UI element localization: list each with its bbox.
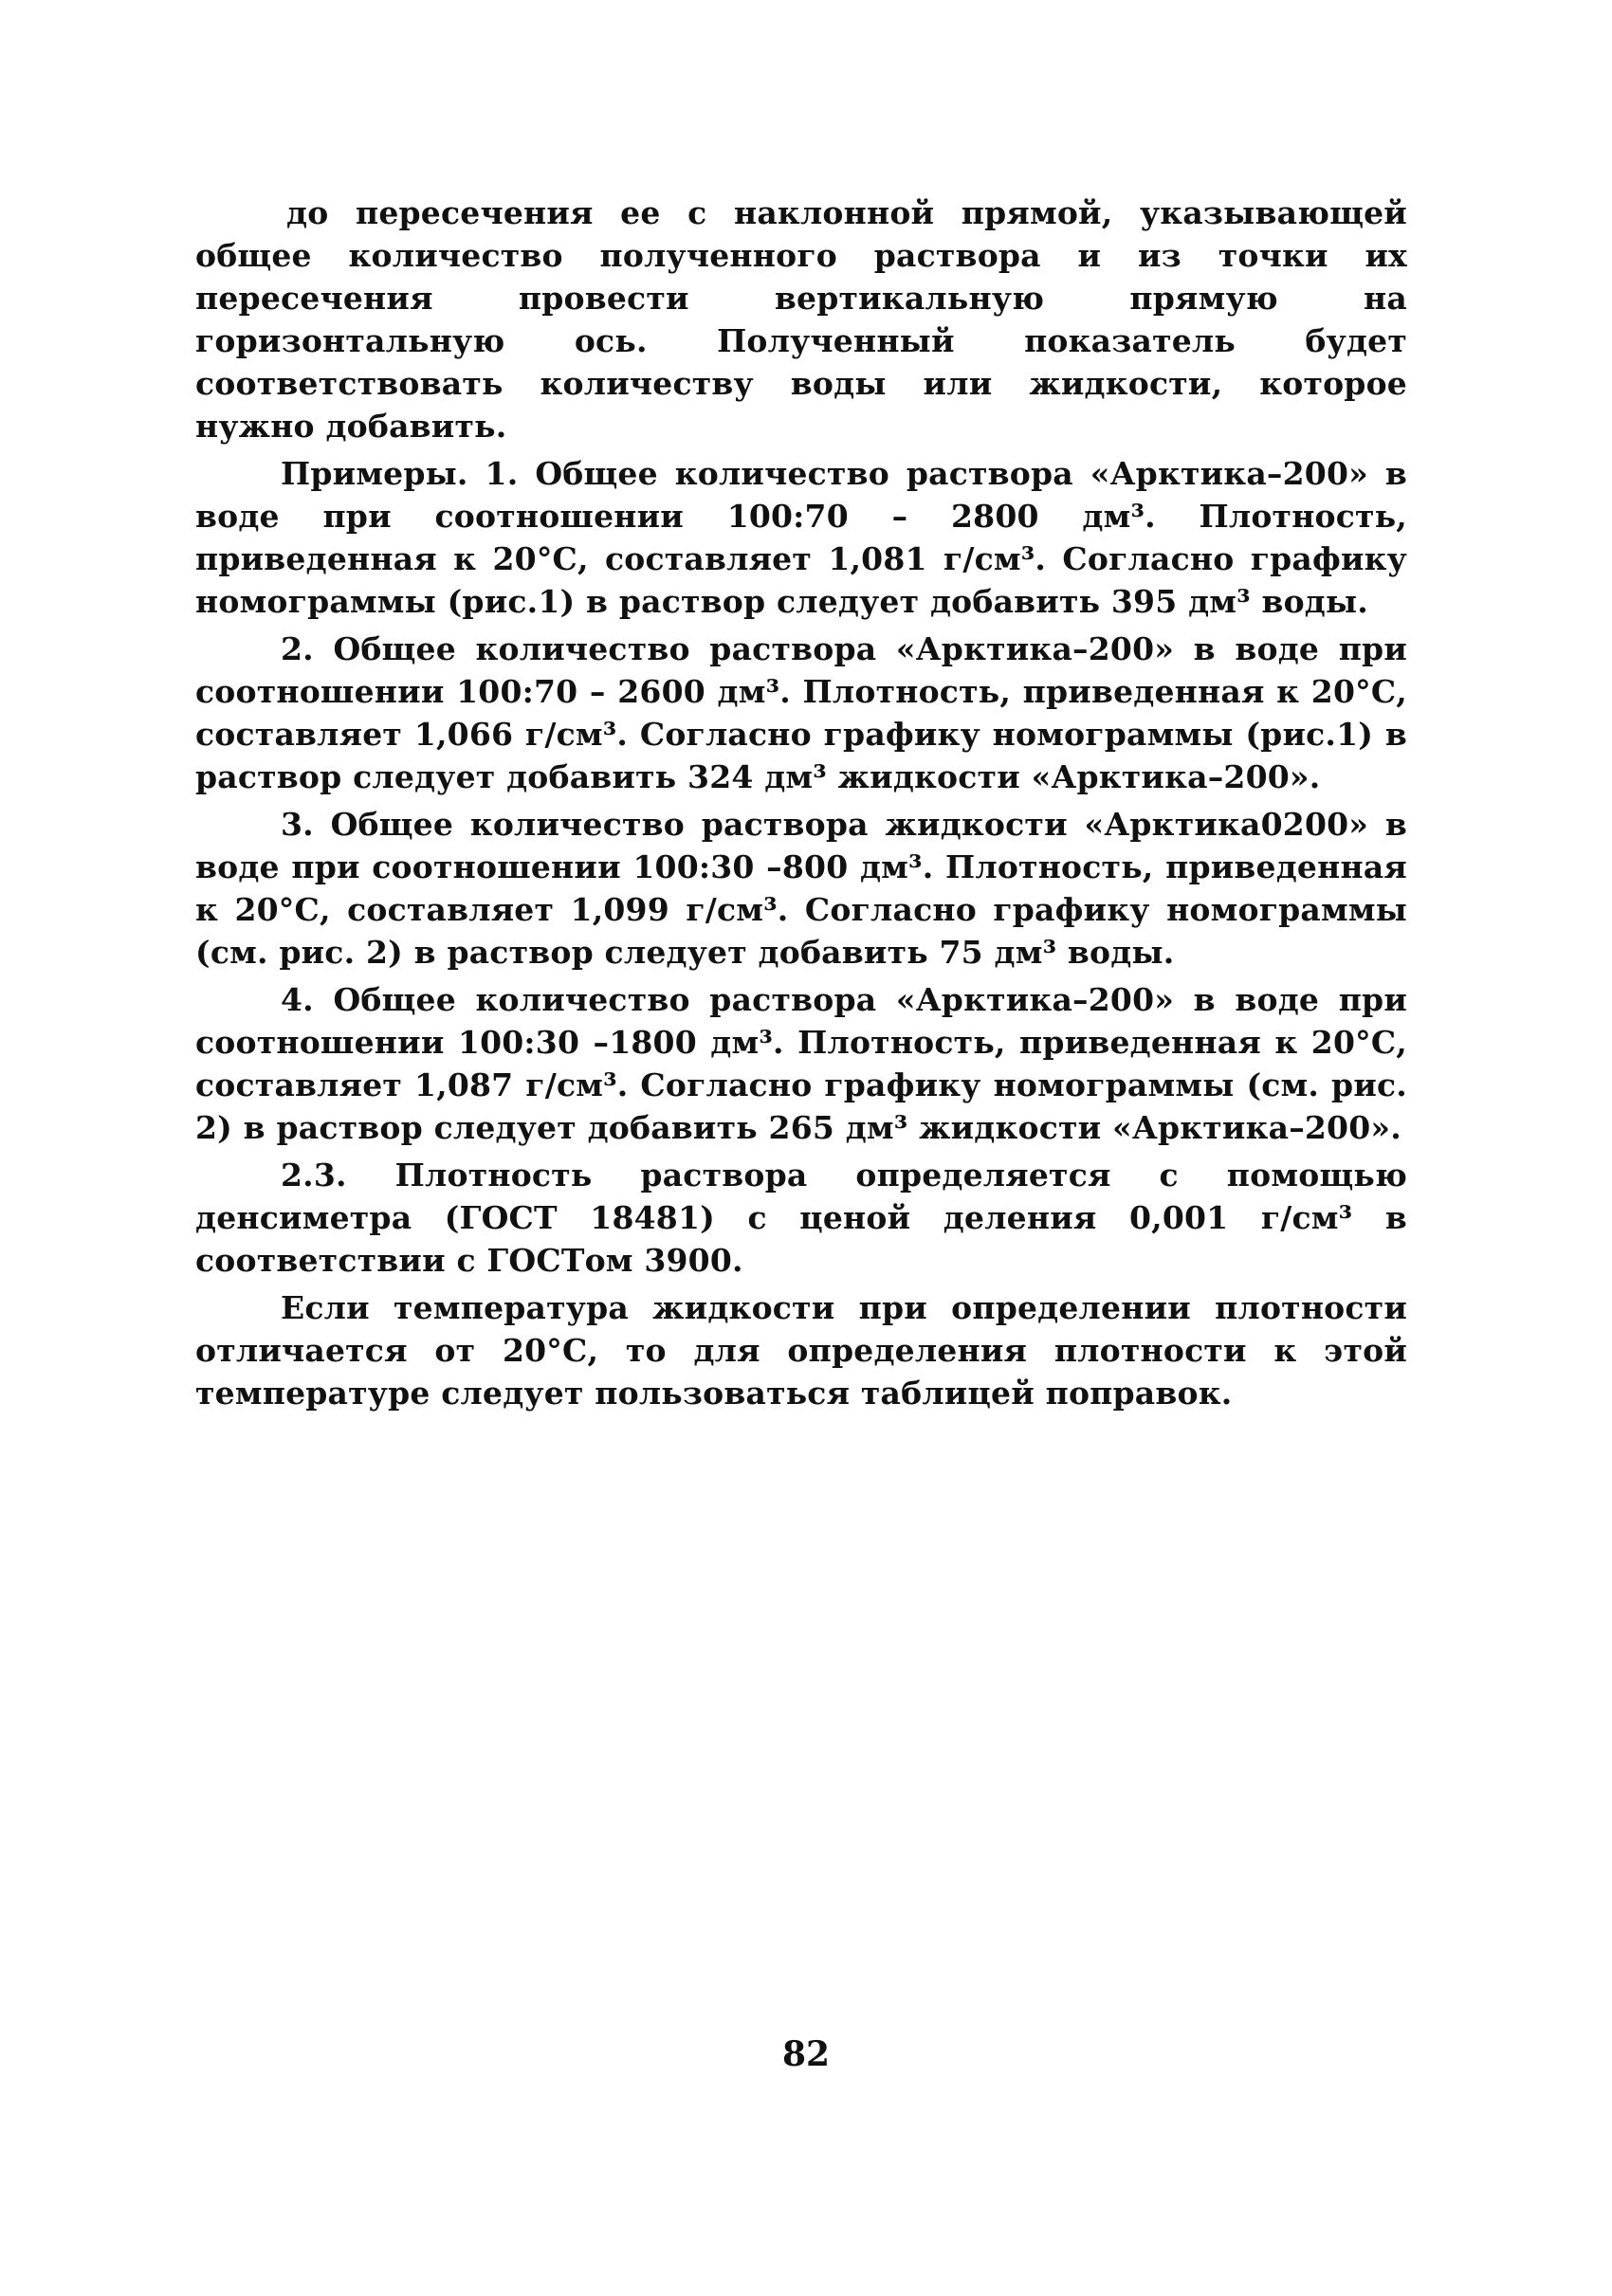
paragraph-example-1: Примеры. 1. Общее количество раствора «Арктика–200» в воде при соотношении 100:70 – 2800 дм³. Плотность, приведенная к 20°С, составляет 1,081 г/см³. Согласно графику номограммы (рис.1) в раствор следует добавить 395 дм³ воды. (195, 455, 1407, 620)
paragraph-temperature-note: Если температура жидкости при определении плотности отличается от 20°С, то для определения плотности к этой температуре следует пользоваться таблицей поправок. (195, 1289, 1407, 1412)
paragraph-continuation: до пересечения ее с наклонной прямой, указывающей общее количество полученного раствора и из точки их пересечения провести вертикальную прямую на горизонтальную ось. Полученный показатель будет соответствовать количеству воды или жидкости, которое нужно добавить. (195, 194, 1407, 445)
body-text (195, 191, 1407, 1419)
paragraph-example-2: 2. Общее количество раствора «Арктика–200» в воде при соотношении 100:70 – 2600 дм³. Плотность, приведенная к 20°С, составляет 1,066 г/см³. Согласно графику номограммы (рис.1) в раствор следует добавить 324 дм³ жидкости «Арктика–200». (195, 630, 1407, 795)
paragraph-example-3: 3. Общее количество раствора жидкости «Арктика0200» в воде при соотношении 100:30 –800 дм³. Плотность, приведенная к 20°С, составляет 1,099 г/см³. Согласно графику номограммы (см. рис. 2) в раствор следует добавить 75 дм³ воды. (195, 806, 1407, 971)
page-number: 82 (781, 2034, 831, 2074)
paragraph-example-4: 4. Общее количество раствора «Арктика–200» в воде при соотношении 100:30 –1800 дм³. Плотность, приведенная к 20°С, составляет 1,087 г/см³. Согласно графику номограммы (см. рис. 2) в раствор следует добавить 265 дм³ жидкости «Арктика–200». (195, 981, 1407, 1146)
paragraph-section-2-3: 2.3. Плотность раствора определяется с помощью денсиметра (ГОСТ 18481) с ценой деления 0,001 г/см³ в соответствии с ГОСТом 3900. (195, 1157, 1407, 1279)
